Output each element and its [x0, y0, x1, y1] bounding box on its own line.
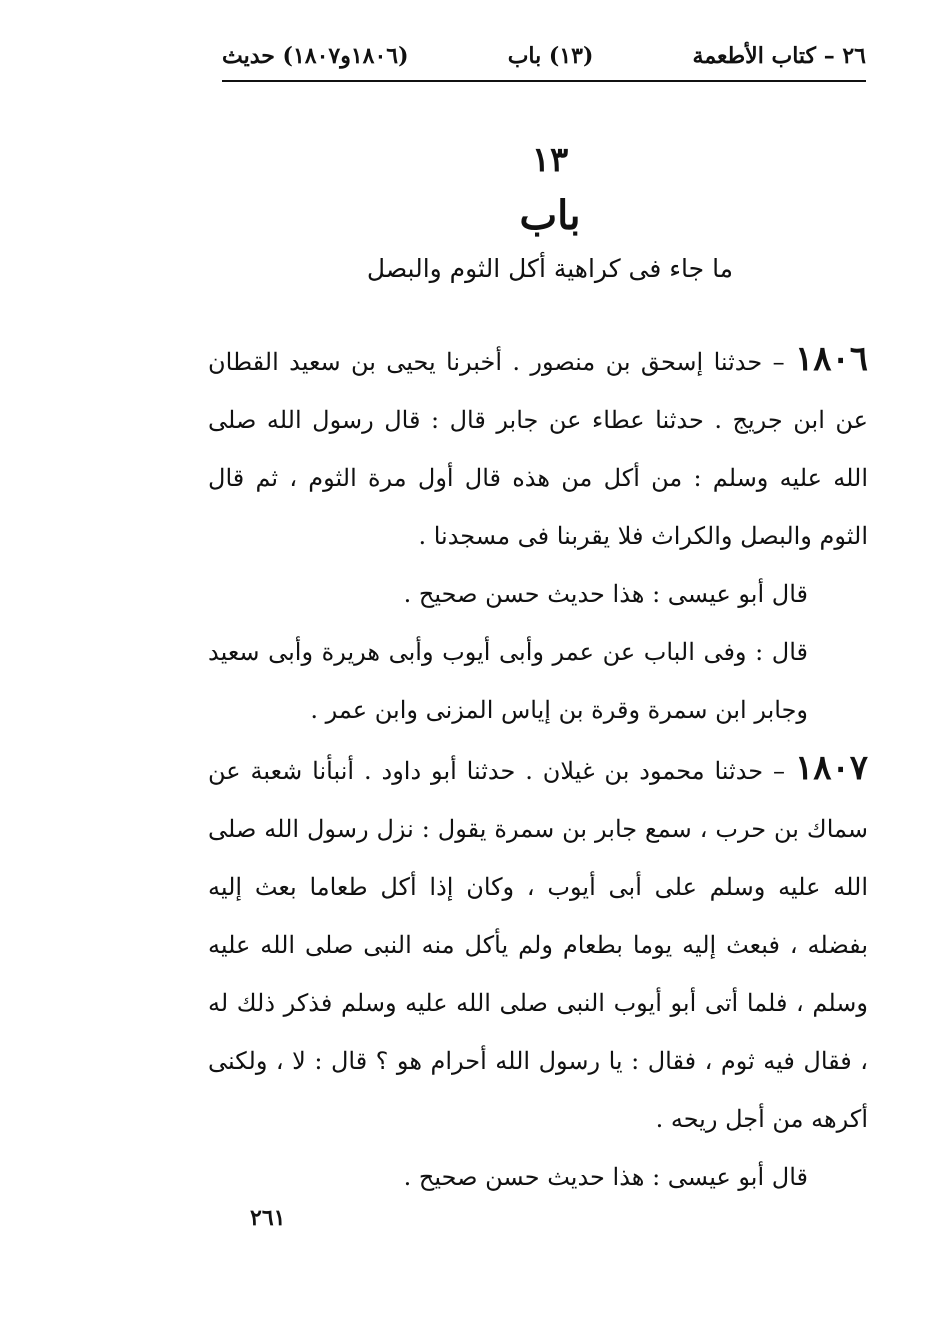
- hadith-number: ١٨٠٧: [794, 748, 868, 788]
- header-chapter: (١٣) باب: [507, 43, 594, 69]
- hadith-text: – حدثنا إسحق بن منصور . أخبرنا يحيى بن سعيد القطان عن ابن جريج . حدثنا عطاء عن جابر قال : قال رسول الله صلى الله عليه وسلم : من أكل من هذه قال أول مرة الثوم ، ثم قال الثوم والبصل والكراث فلا يقربنا فى مسجدنا .: [208, 348, 868, 550]
- hadith-text: – حدثنا محمود بن غيلان . حدثنا أبو داود . أنبأنا شعبة عن سماك بن حرب ، سمع جابر بن سمرة يقول : نزل رسول الله صلى الله عليه وسلم على أبى أيوب ، وكان إذا أكل طعاما بعث إليه بفضله ، فبعث إليه يوما بطعام ولم يأكل منه النبى صلى الله عليه وسلم ، فلما أتى أبو أيوب النبى صلى الله عليه وسلم فذكر ذلك له ، فقال فيه ثوم ، فقال : يا رسول الله أحرام هو ؟ قال : لا ، ولكنى أكرهه من أجل ريحه .: [208, 757, 868, 1133]
- page-number: ٢٦١: [250, 1205, 286, 1231]
- hadith-grading: قال أبو عيسى : هذا حديث حسن صحيح .: [403, 1163, 808, 1191]
- hadith-number: ١٨٠٦: [794, 339, 868, 379]
- chapter-title: ما جاء فى كراهية أكل الثوم والبصل: [366, 254, 734, 283]
- header-book-title: ٢٦ – كتاب الأطعمة: [692, 43, 866, 69]
- header-divider: [222, 80, 866, 82]
- chapter-number: ١٣: [531, 140, 569, 180]
- bab-note: قال : وفى الباب عن عمر وأبى أيوب وأبى هريرة وأبى سعيد وجابر ابن سمرة وقرة بن إياس المزنى وابن عمر .: [208, 638, 808, 724]
- page-body: [208, 330, 868, 1206]
- hadith-1806: [208, 330, 868, 565]
- chapter-heading: باب: [519, 192, 581, 239]
- header-hadith-range: (١٨٠٦و١٨٠٧) حديث: [222, 43, 409, 69]
- hadith-1807: [208, 739, 868, 1148]
- running-header: [222, 36, 866, 76]
- hadith-grading: قال أبو عيسى : هذا حديث حسن صحيح .: [403, 580, 808, 608]
